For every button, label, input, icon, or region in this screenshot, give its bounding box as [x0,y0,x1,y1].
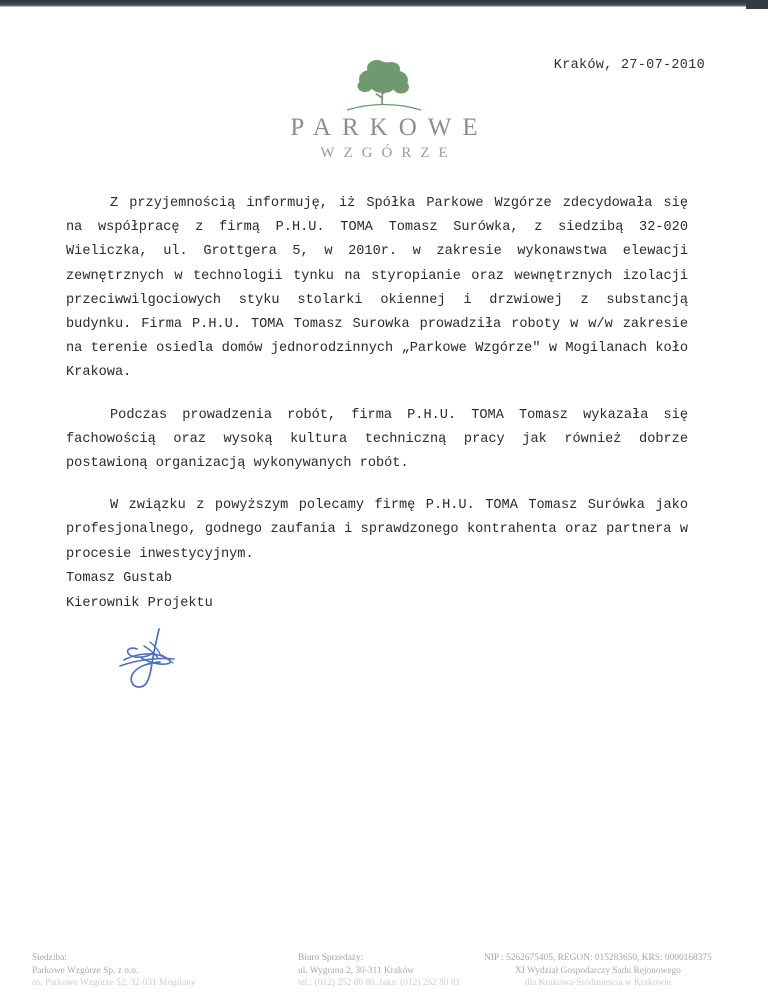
page-footer [0,948,768,994]
footer-line: Siedziba: [32,953,67,963]
brand-name: PARKOWE [290,114,489,141]
paragraph: Podczas prowadzenia robót, firma P.H.U. TOMA Tomasz wykazała się fachowością oraz wysoką kultura techniczną pracy jak również dobrze postawioną organizacją wykonywanych robót. [66,407,688,472]
footer-column-registration-data [484,952,712,990]
footer-line: XI Wydział Gospodarczy Sadu Rejonowego [514,965,681,976]
date-line: Kraków, 27-07-2010 [553,58,705,73]
handwritten-signature-icon [104,622,224,690]
footer-column-registered-office [32,952,196,990]
footer-line: NIP : 5262675405, REGON: 015283650, KRS: 0000168375 [484,953,712,963]
footer-line: os. Parkowe Wzgórze 52, 32-031 Mogilany [32,978,196,989]
brand-subname: WZGÓRZE [320,144,457,161]
footer-line: tel.: (012) 252 80 80, faks: (012) 252 80 81 [298,978,461,989]
paragraph: Z przyjemnością informuję, iż Spółka Parkowe Wzgórze zdecydowała się na współpracę z firmą P.H.U. TOMA Tomasz Surówka, z siedzibą 32-020 Wieliczka, ul. Grottgera 5, w 2010r. w zakresie wykonawstwa elewacji zewnętrznych w technologii tynku na styropianie oraz wewnętrznych izolacji przeciwwilgociowych styku stolarki okiennej i drzwiowej z substancją budynku. Firma P.H.U. TOMA Tomasz Surowka prowadziła roboty w w/w zakresie na terenie osiedla domów jednorodzinnych „Parkowe Wzgórze" w Mogilanach koło Krakowa. [66,196,688,381]
footer-line: Parkowe Wzgórze Sp. z o.o. [32,965,139,976]
signatory-role: Kierownik Projektu [66,596,213,611]
letterhead [0,56,768,162]
footer-line: dla Krakowa-Śródmieścia w Krakowie [524,978,671,989]
letter-body [66,192,688,567]
tree-icon [341,56,427,118]
signature-block [66,566,224,690]
footer-column-sales-office [298,952,460,990]
paragraph: W związku z powyższym polecamy firmę P.H.U. TOMA Tomasz Surówka jako profesjonalnego, godnego zaufania i sprawdzonego kontrahenta oraz partnera w procesie inwestycyjnym. [66,498,688,562]
footer-line: Biuro Sprzedaży: [298,953,364,963]
signatory-name: Tomasz Gustab [66,571,173,586]
footer-line: ul. Wygrana 2, 30-311 Kraków [298,965,415,976]
